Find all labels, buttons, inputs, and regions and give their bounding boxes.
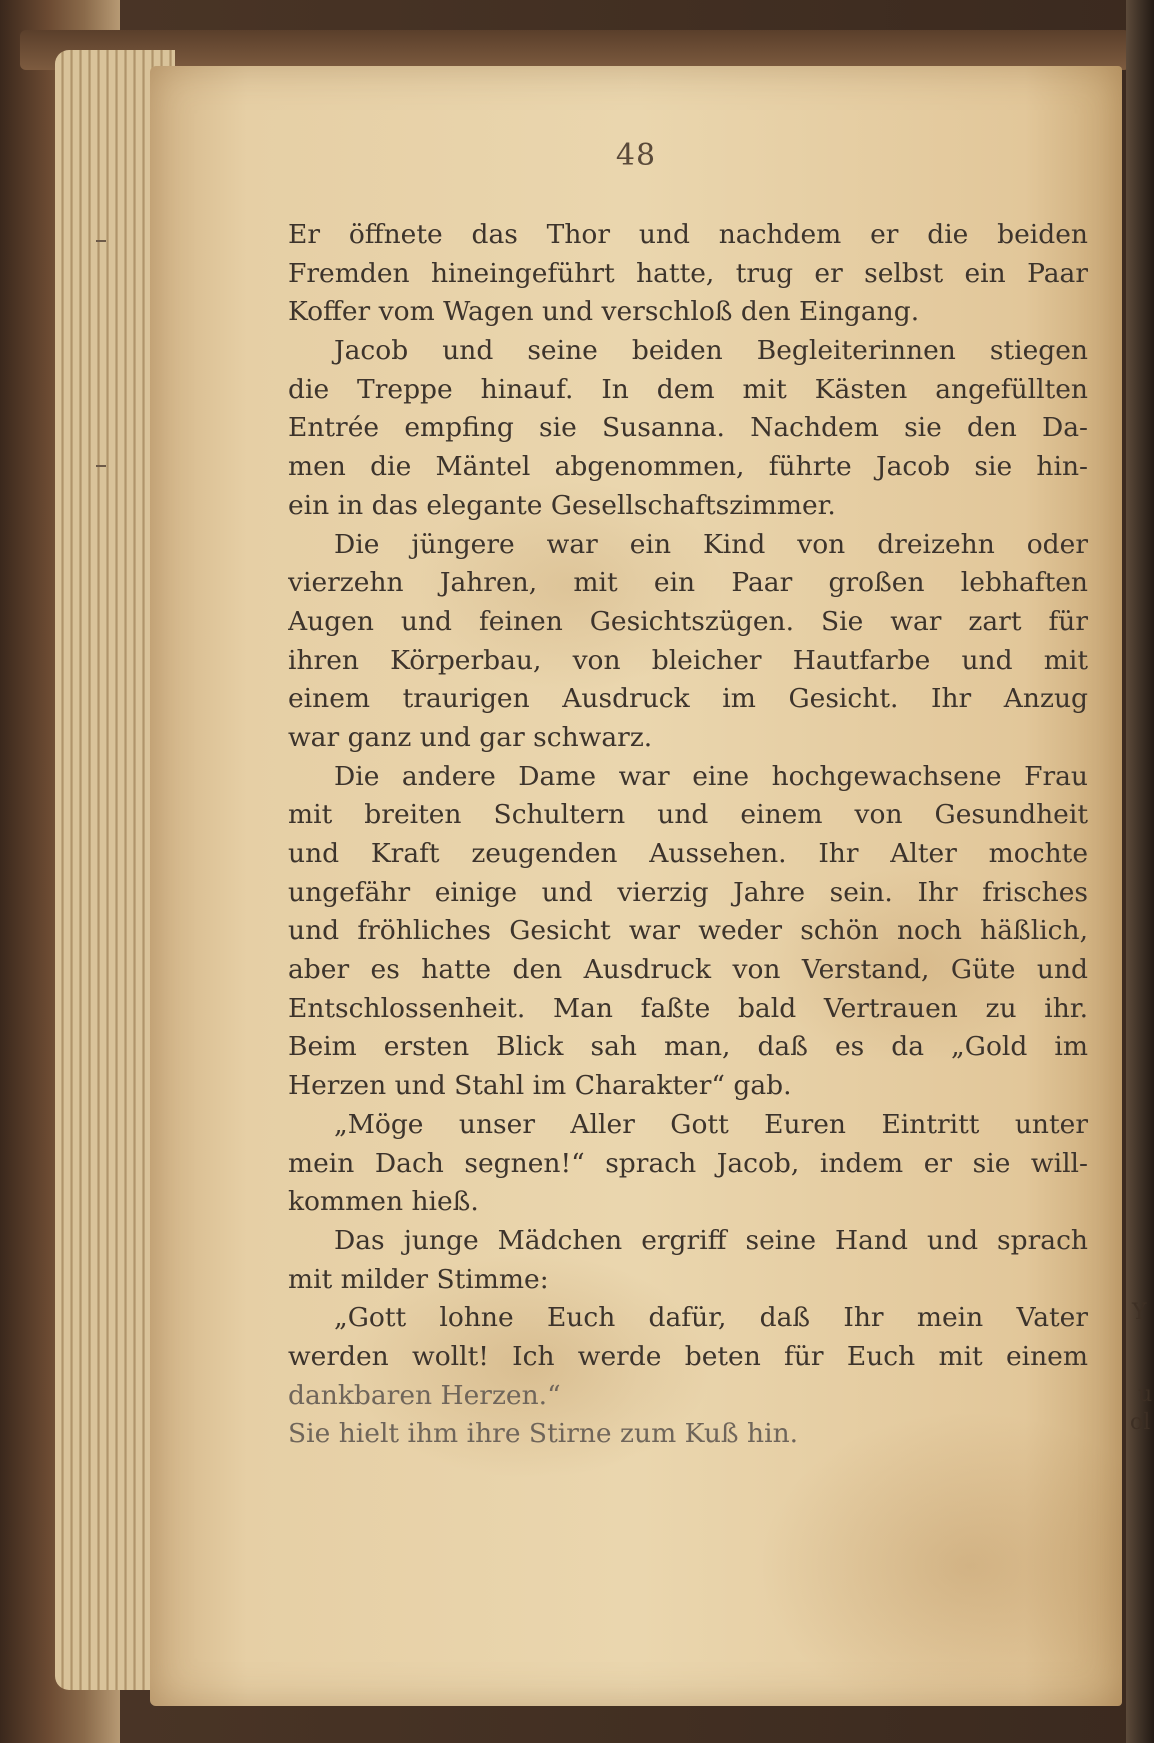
text-line: war ganz und gar schwarz. xyxy=(288,721,653,753)
text-line: „Möge unser Aller Gott Euren Eintritt unter xyxy=(334,1108,1088,1140)
margin-dash xyxy=(96,240,106,242)
text-line: Entschlossenheit. Man faßte bald Vertrauen zu ihr. xyxy=(288,992,1088,1024)
text-line: einem traurigen Ausdruck im Gesicht. Ihr Anzug xyxy=(288,683,1088,715)
bleed-through-mark: Y xyxy=(1132,1300,1147,1325)
next-page-edge xyxy=(1126,0,1154,1743)
text-line: Koffer vom Wagen und verschloß den Eingang. xyxy=(288,296,920,328)
text-line: Sie hielt ihm ihre Stirne zum Kuß hin. xyxy=(288,1418,799,1450)
text-line: und Kraft zeugenden Aussehen. Ihr Alter mochte xyxy=(288,838,1088,869)
text-line: und fröhliches Gesicht war weder schön noch häßlich, xyxy=(288,915,1088,947)
text-line: Jacob und seine beiden Begleiterinnen stiegen xyxy=(334,335,1088,367)
text-line: men die Mäntel abgenommen, führte Jacob sie hin- xyxy=(288,451,1088,483)
text-line: „Gott lohne Euch dafür, daß Ihr mein Vater xyxy=(334,1302,1088,1334)
text-line: ungefähr einige und vierzig Jahre sein. Ihr frisches xyxy=(288,876,1088,908)
text-line: mit breiten Schultern und einem von Gesundheit xyxy=(288,799,1088,831)
page-text xyxy=(288,216,1088,1454)
text-line: Augen und feinen Gesichtszügen. Sie war zart für xyxy=(288,605,1088,637)
text-line: aber es hatte den Ausdruck von Verstand, Güte und xyxy=(288,954,1088,986)
text-line: werden wollt! Ich werde beten für Euch mit einem xyxy=(288,1340,1088,1372)
bleed-through-mark: ol xyxy=(1130,1410,1151,1435)
book-cover-top xyxy=(20,30,1130,70)
text-line: Fremden hineingeführt hatte, trug er selbst ein Paar xyxy=(288,257,1088,289)
text-line: ihren Körperbau, von bleicher Hautfarbe und mit xyxy=(288,644,1088,676)
text-line: die Treppe hinauf. In dem mit Kästen angefüllten xyxy=(288,373,1088,405)
bleed-through-mark: u xyxy=(1138,1382,1153,1407)
text-line: dankbaren Herzen.“ xyxy=(288,1379,561,1411)
margin-dash xyxy=(96,465,106,467)
text-line: Das junge Mädchen ergriff seine Hand und sprach xyxy=(334,1224,1088,1256)
text-line: Entrée empfing sie Susanna. Nachdem sie den Da- xyxy=(288,412,1088,444)
text-line: Er öffnete das Thor und nachdem er die beiden xyxy=(288,219,1088,250)
text-line: Die jüngere war ein Kind von dreizehn oder xyxy=(334,528,1088,560)
text-line: kommen hieß. xyxy=(288,1186,479,1218)
text-line: mein Dach segnen!“ sprach Jacob, indem er sie will- xyxy=(288,1147,1088,1179)
text-line: ein in das elegante Gesellschaftszimmer. xyxy=(288,489,836,521)
text-line: vierzehn Jahren, mit ein Paar großen lebhaften xyxy=(288,567,1088,599)
text-line: Herzen und Stahl im Charakter“ gab. xyxy=(288,1070,792,1102)
book-page xyxy=(150,66,1122,1706)
text-line: Die andere Dame war eine hochgewachsene Frau xyxy=(334,760,1088,792)
page-number: 48 xyxy=(615,138,657,173)
text-line: Beim ersten Blick sah man, daß es da „Gold im xyxy=(288,1031,1088,1063)
text-line: mit milder Stimme: xyxy=(288,1263,549,1295)
